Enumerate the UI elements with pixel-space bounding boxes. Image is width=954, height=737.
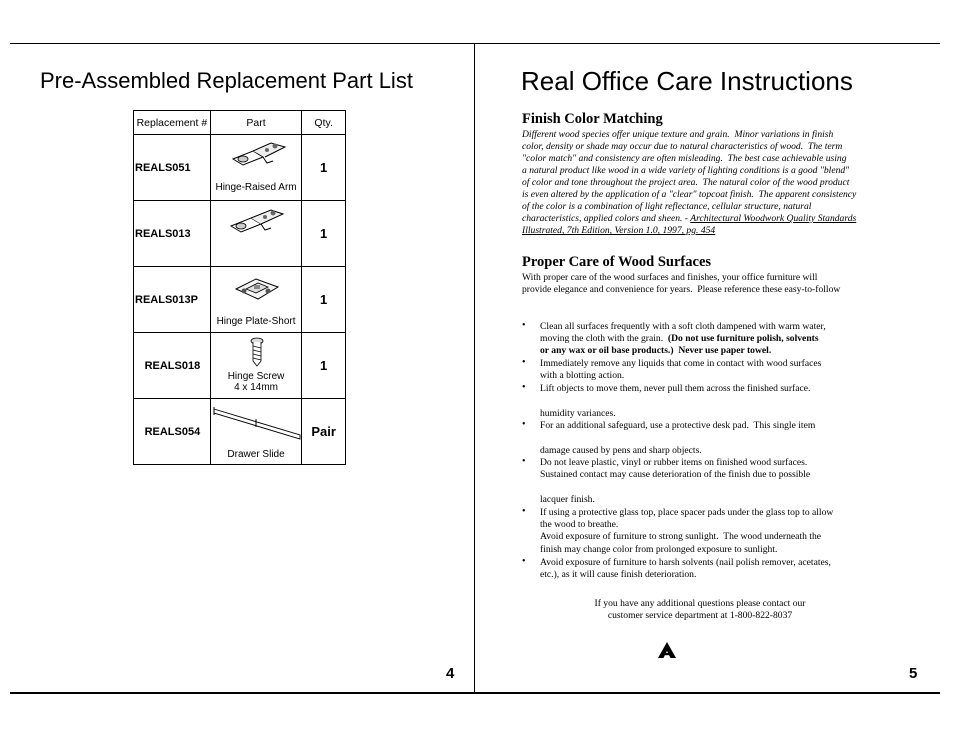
table-row xyxy=(134,267,346,333)
paragraph-line: With proper care of the wood surfaces and finishes, your office furniture will xyxy=(522,272,818,283)
section-heading-finish-color: Finish Color Matching xyxy=(522,111,663,127)
paragraph-line: is even altered by the application of a "clear" topcoat finish. The apparent consistency xyxy=(522,189,857,200)
part-qty: 1 xyxy=(302,333,346,399)
care-instructions-title: Real Office Care Instructions xyxy=(521,66,853,96)
part-code: REALS018 xyxy=(134,333,211,399)
parts-list-title: Pre-Assembled Replacement Part List xyxy=(40,68,413,93)
bullet-icon: • xyxy=(522,456,526,467)
bullet-icon: • xyxy=(522,357,526,368)
header-replacement-number: Replacement # xyxy=(134,111,211,135)
table-row xyxy=(134,201,346,267)
part-qty: 1 xyxy=(302,135,346,201)
citation-link[interactable]: Illustrated, 7th Edition, Version 1.0, 1997, pg. 454 xyxy=(522,225,716,236)
paragraph-line: provide elegance and convenience for years. Please reference these easy-to-follow xyxy=(522,284,841,295)
paragraph-line: "color match" and consistency are often misleading. The best case achievable using xyxy=(522,153,847,164)
bullet-icon: • xyxy=(522,320,526,331)
hinge-icon xyxy=(227,206,287,240)
citation-link[interactable]: Architectural Woodwork Quality Standards xyxy=(690,213,857,224)
screw-icon xyxy=(250,337,264,367)
bullet-icon: • xyxy=(522,419,526,430)
section-heading-proper-care: Proper Care of Wood Surfaces xyxy=(522,254,712,270)
top-rule xyxy=(10,43,940,44)
bullet-icon: • xyxy=(522,506,526,517)
page-number-right: 5 xyxy=(909,665,918,682)
part-code: REALS051 xyxy=(134,135,211,201)
paragraph-line: of the color is a combination of light reflectance, cellular structure, natural xyxy=(522,201,812,212)
hinge-raised-arm-icon xyxy=(229,137,289,171)
paragraph-line xyxy=(522,225,715,237)
header-part: Part xyxy=(210,111,302,135)
paragraph-line: color, density or shade may occur due to natural characteristics of wood. The term xyxy=(522,141,843,152)
paragraph-line xyxy=(522,213,856,225)
part-code: REALS013 xyxy=(134,201,211,267)
company-logo-icon xyxy=(656,640,678,660)
part-size: 4 x 14mm xyxy=(234,382,278,393)
paragraph-line: of color and tone throughout the project area. The natural color of the wood product xyxy=(522,177,850,188)
page-divider xyxy=(474,43,475,693)
part-code: REALS013P xyxy=(134,267,211,333)
part-qty: Pair xyxy=(302,399,346,465)
part-qty: 1 xyxy=(302,267,346,333)
part-name: Hinge Screw xyxy=(227,371,285,382)
bullet-icon: • xyxy=(522,382,526,393)
citation-prefix: characteristics, applied colors and sheen. - xyxy=(522,213,691,224)
drawer-slide-icon xyxy=(212,405,302,441)
hinge-plate-icon xyxy=(232,275,282,305)
table-row xyxy=(134,399,346,465)
part-qty: 1 xyxy=(302,201,346,267)
table-row xyxy=(134,333,346,399)
part-name: Hinge-Raised Arm xyxy=(215,182,297,193)
bottom-rule xyxy=(10,692,940,694)
table-row xyxy=(134,135,346,201)
part-name: Hinge Plate-Short xyxy=(216,316,296,327)
replacement-parts-table xyxy=(133,110,346,465)
part-name: Drawer Slide xyxy=(227,449,285,460)
part-code: REALS054 xyxy=(134,399,211,465)
contact-info: If you have any additional questions please contact our customer service department at 1-800-822-8037 xyxy=(594,598,806,621)
page-number-left: 4 xyxy=(446,665,455,682)
paragraph-line: Different wood species offer unique texture and grain. Minor variations in finish xyxy=(522,129,834,140)
paragraph-line: a natural product like wood in a wide variety of lighting conditions is a good "blend" xyxy=(522,165,850,176)
header-qty: Qty. xyxy=(302,111,346,135)
bullet-icon: • xyxy=(522,556,526,567)
